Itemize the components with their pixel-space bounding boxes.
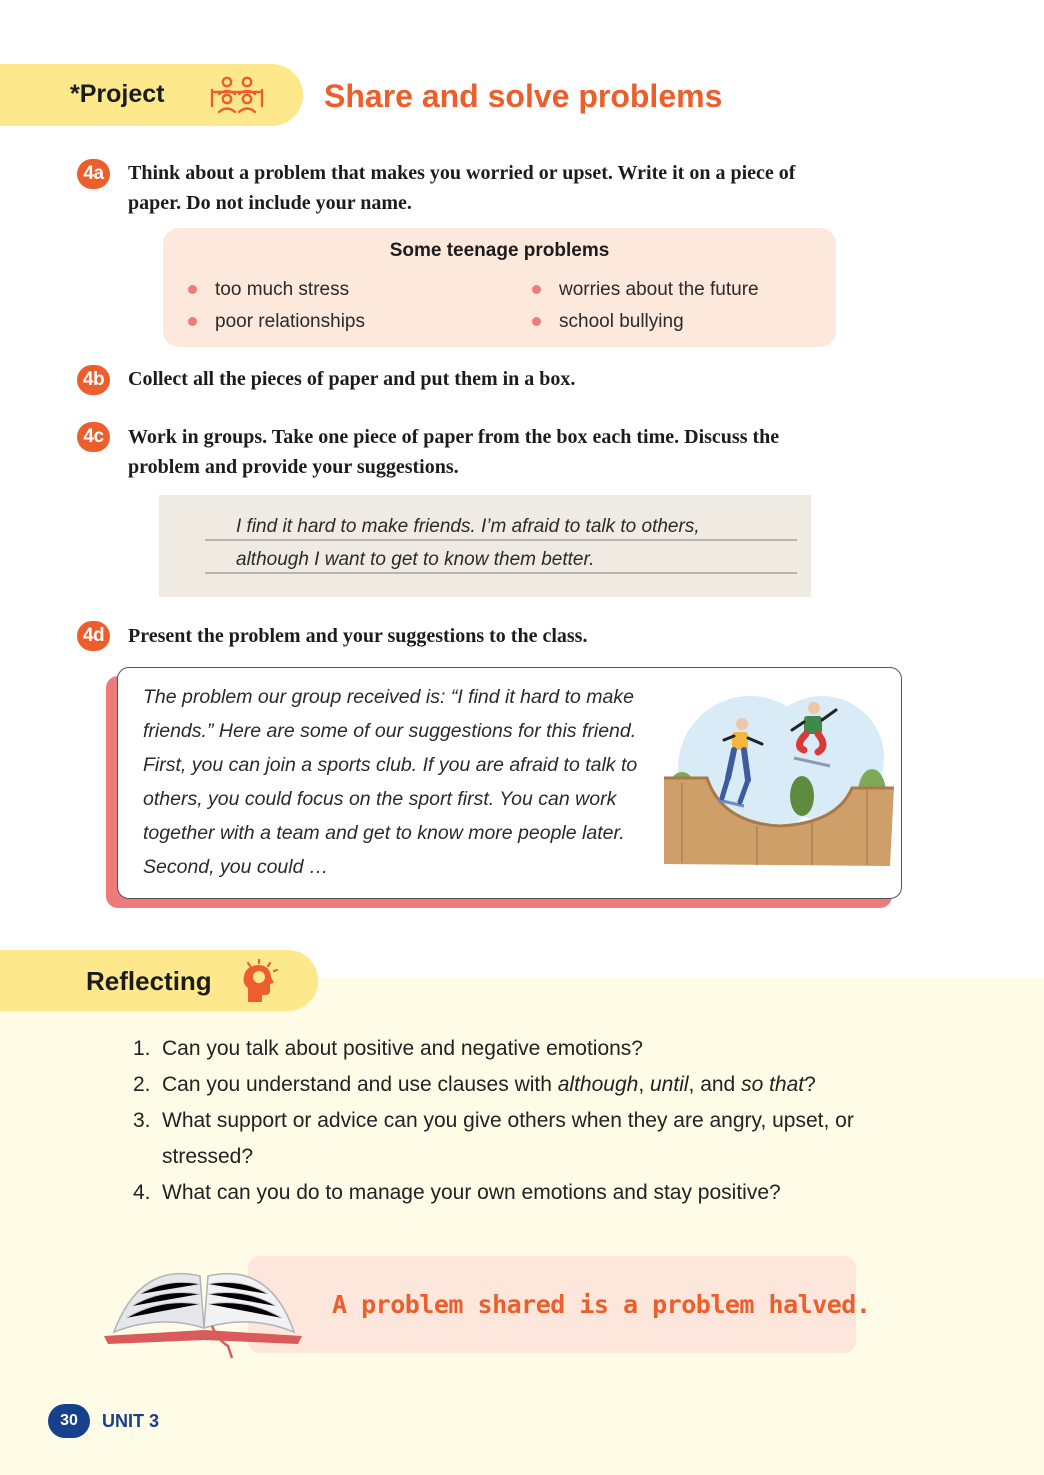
question-number: 3. [133,1109,151,1132]
unit-label: UNIT 3 [102,1411,160,1431]
task-line: Think about a problem that makes you worried or upset. Write it on a piece of [128,162,796,184]
list-item [559,279,759,301]
task-instruction [128,158,898,218]
group-discussion-icon [210,76,264,116]
keyword: although [557,1073,639,1096]
list-item-label: school bullying [559,311,684,332]
presentation-line: others, you could focus on the sport first. You can work [143,788,617,810]
task-badge: 4c [77,422,110,452]
list-item-label: too much stress [215,279,350,300]
note-line-text: although I want to get to know them better. [236,549,595,570]
note-line-text: I find it hard to make friends. I’m afraid to talk to others, [236,516,700,537]
list-item [215,279,349,301]
question-text-part: , and [688,1073,742,1096]
question-line: stressed? [162,1145,254,1168]
task-instruction [128,621,898,651]
task-instruction [128,422,898,482]
list-item [215,311,365,333]
proverb-text: A problem shared is a problem halved. [332,1290,871,1319]
problems-title: Some teenage problems [389,240,610,261]
presentation-line: First, you can join a sports club. If you are afraid to talk to [143,754,638,776]
bullet-icon [188,285,197,294]
ruled-line [205,539,797,541]
list-item-label: worries about the future [559,279,759,300]
section-label: *Project [70,80,165,108]
page-number: 30 [48,1404,90,1438]
teenage-problems-box [163,228,836,347]
task-badge: 4a [77,159,110,189]
question-text [162,1103,854,1175]
task-line: paper. Do not include your name. [128,192,412,214]
task-badge: 4b [77,365,110,395]
ruled-line [205,572,797,574]
reflecting-title: Reflecting [86,966,212,996]
bullet-icon [532,317,541,326]
question-text: Can you talk about positive and negative emotions? [162,1037,643,1060]
question-line: What support or advice can you give others when they are angry, upset, or [162,1109,854,1132]
list-item-label: poor relationships [215,311,365,332]
open-book-illustration [100,1256,306,1360]
question-text-part: ? [804,1073,816,1096]
page-title: Share and solve problems [324,78,723,114]
skateboarders-illustration [662,688,898,868]
question-text-part: , [638,1073,650,1096]
list-item [559,311,684,333]
question-number: 1. [133,1037,151,1060]
question-text [162,1067,816,1103]
presentation-line: together with a team and get to know more people later. [143,822,625,844]
problem-note [159,495,811,597]
task-line: Collect all the pieces of paper and put them in a box. [128,368,576,390]
question-number: 4. [133,1181,151,1204]
bullet-icon [188,317,197,326]
question-text: What can you do to manage your own emotions and stay positive? [162,1181,781,1204]
task-line: problem and provide your suggestions. [128,456,459,478]
lightbulb-head-icon [240,958,282,1004]
presentation-line: friends.” Here are some of our suggestions for this friend. [143,720,637,742]
task-instruction [128,364,898,394]
bullet-icon [532,285,541,294]
question-number: 2. [133,1073,151,1096]
task-line: Present the problem and your suggestions to the class. [128,625,588,647]
task-badge: 4d [77,621,110,651]
presentation-line: The problem our group received is: “I find it hard to make [143,686,634,708]
keyword: so that [741,1073,805,1096]
keyword: until [650,1073,689,1096]
task-line: Work in groups. Take one piece of paper from the box each time. Discuss the [128,426,780,448]
presentation-line: Second, you could … [143,856,329,878]
question-text-part: Can you understand and use clauses with [162,1073,558,1096]
